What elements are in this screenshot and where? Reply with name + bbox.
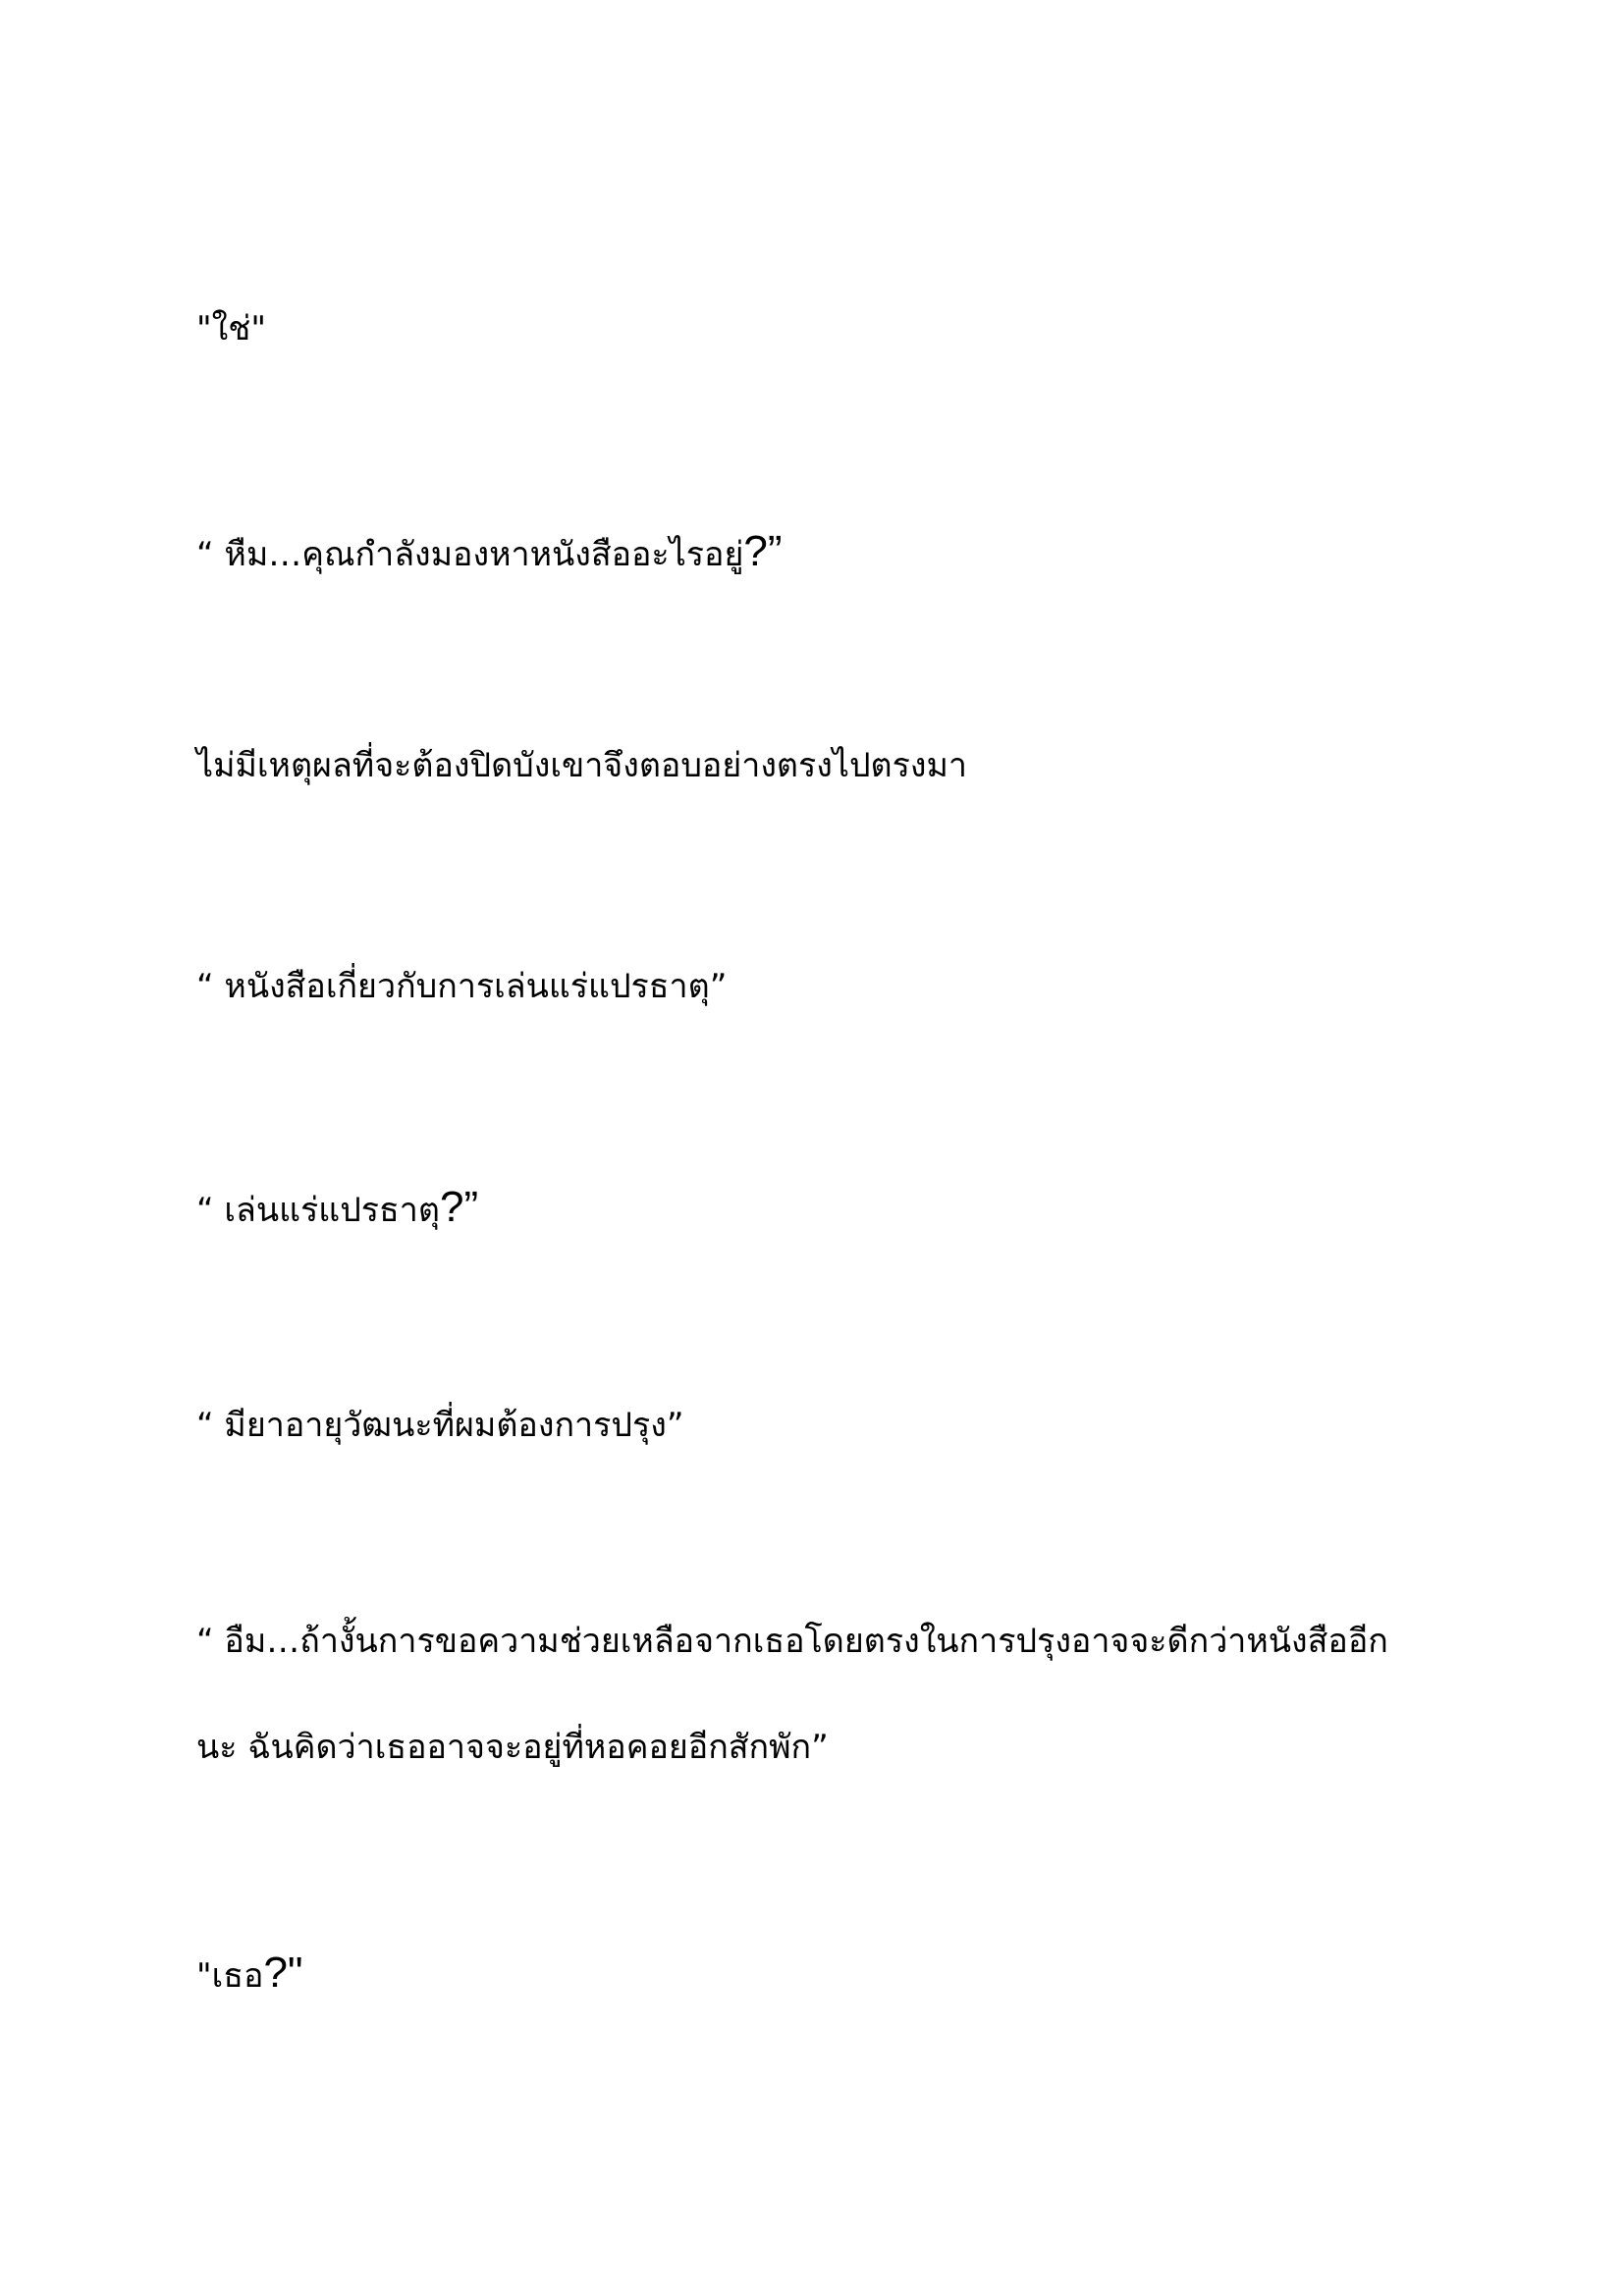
paragraph-8 — [196, 1951, 1473, 1995]
paragraph-5-text: “ เล่นแร่แปรธาตุ — [196, 1191, 440, 1230]
closing-quote: " — [287, 1949, 303, 1997]
paragraph-3 — [196, 746, 1473, 785]
paragraph-2-text: “ หืม…คุณกำลังมองหาหนังสืออะไรอยู่ — [196, 535, 744, 574]
paragraph-1-text: "ใช่" — [196, 309, 266, 348]
question-mark: ? — [743, 527, 768, 575]
paragraph-2 — [196, 527, 1473, 575]
question-mark: ? — [439, 1183, 464, 1231]
paragraph-7-line-2 — [196, 1728, 1473, 1767]
paragraph-6 — [196, 1406, 1473, 1445]
paragraph-4-text: “ หนังสือเกี่ยวกับการเล่นแร่แปรธาตุ” — [196, 967, 728, 1006]
paragraph-1 — [196, 309, 1473, 348]
paragraph-4 — [196, 967, 1473, 1006]
paragraph-6-text: “ มียาอายุวัฒนะที่ผมต้องการปรุง” — [196, 1406, 684, 1445]
paragraph-7-line-1 — [196, 1622, 1473, 1661]
closing-quote: ” — [767, 527, 783, 575]
question-mark: ? — [263, 1949, 288, 1997]
closing-quote: ” — [463, 1183, 479, 1231]
paragraph-5 — [196, 1183, 1473, 1231]
paragraph-7-line-2-text: นะ ฉันคิดว่าเธออาจจะอยู่ที่หอคอยอีกสักพัก” — [196, 1728, 829, 1767]
paragraph-8-text: "เธอ — [196, 1956, 264, 1996]
paragraph-7-line-1-text: “ อืม…ถ้างั้นการขอความช่วยเหลือจากเธอโดยตรงในการปรุงอาจจะดีกว่าหนังสืออีก — [196, 1622, 1388, 1661]
paragraph-3-text: ไม่มีเหตุผลที่จะต้องปิดบังเขาจึงตอบอย่างตรงไปตรงมา — [196, 746, 968, 785]
